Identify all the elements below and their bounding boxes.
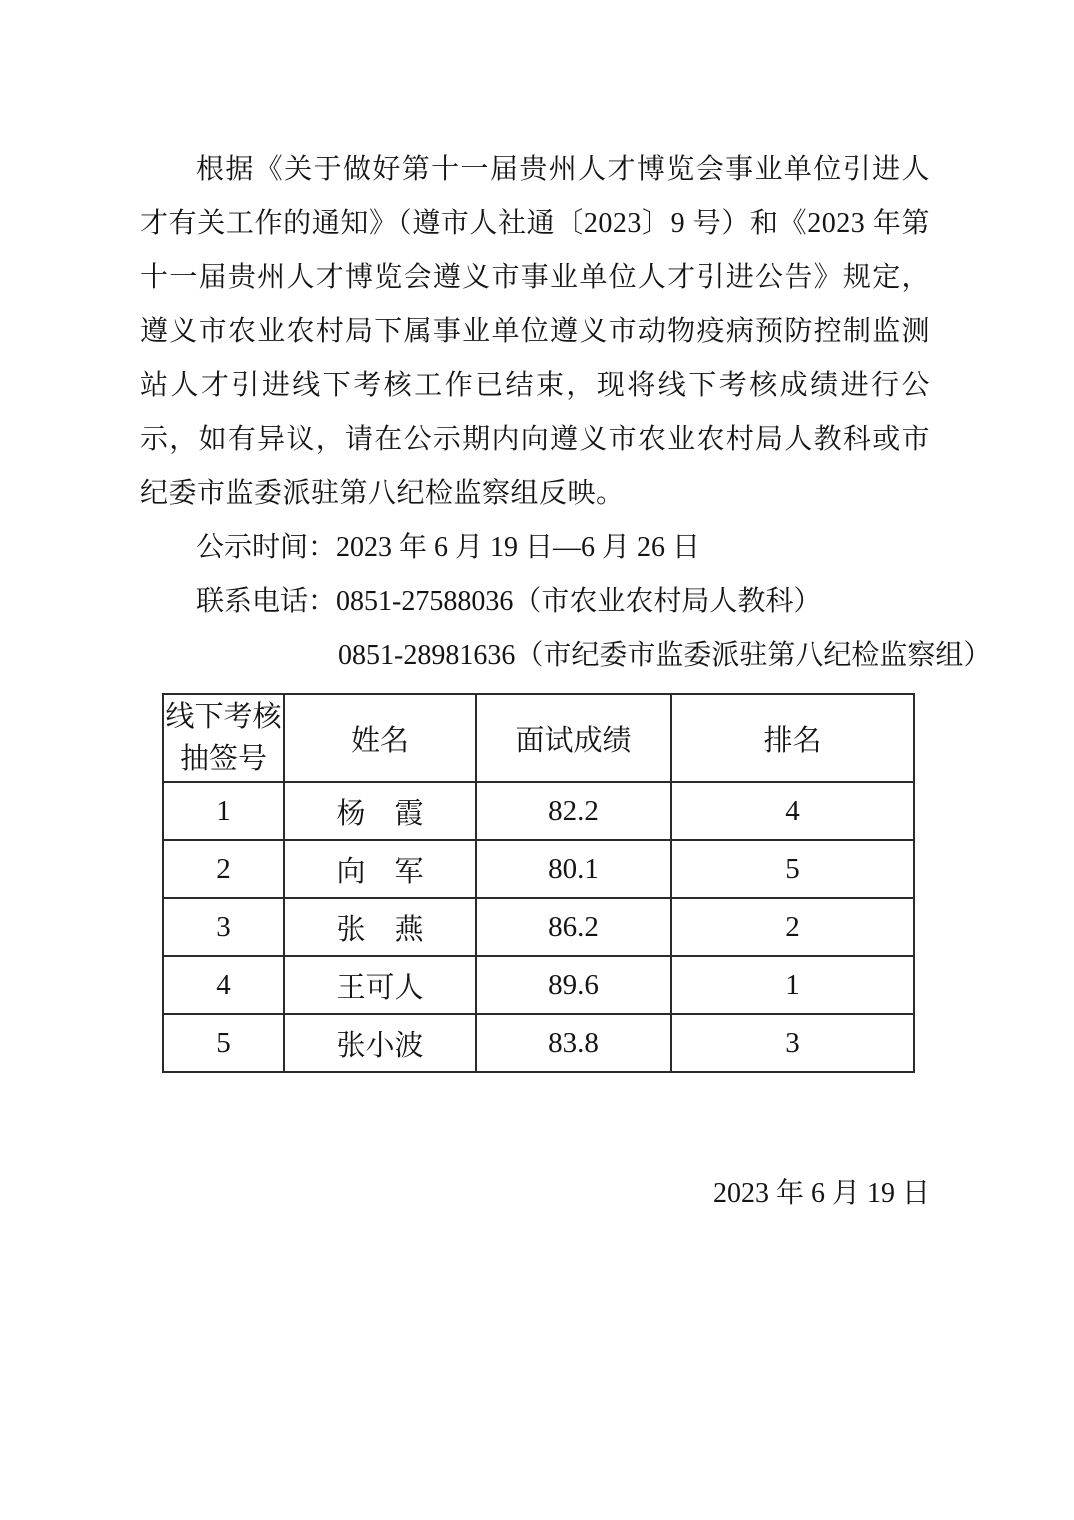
contact-phone-line-secondary xyxy=(140,629,992,683)
column-header-draw-number xyxy=(163,694,284,782)
cell-name: 张 燕 xyxy=(284,898,476,956)
notice-body-paragraph: 根据《关于做好第十一届贵州人才博览会事业单位引进人才有关工作的通知》（遵市人社通〔2023〕9 号）和《2023 年第十一届贵州人才博览会遵义市事业单位人才引进公告》规定，遵义市农业农村局下属事业单位遵义市动物疫病预防控制监测站人才引进线下考核工作已结束，现将线下考核成绩进行公示，如有异议，请在公示期内向遵义市农业农村局人教科或市纪委市监委派驻第八纪检监察组反映。 xyxy=(140,154,930,509)
score-table xyxy=(162,693,915,1073)
score-table-body xyxy=(163,782,914,1072)
contact-phone-label: 联系电话： xyxy=(196,586,337,617)
cell-draw-number: 2 xyxy=(163,840,284,898)
cell-rank: 4 xyxy=(671,782,914,840)
contact-phone-line xyxy=(140,575,930,629)
cell-name: 张小波 xyxy=(284,1014,476,1072)
column-header-rank: 排名 xyxy=(671,694,914,782)
cell-rank: 3 xyxy=(671,1014,914,1072)
table-row xyxy=(163,1014,914,1072)
publicity-time-line xyxy=(140,521,930,575)
cell-score: 82.2 xyxy=(476,782,671,840)
cell-rank: 2 xyxy=(671,898,914,956)
cell-rank: 1 xyxy=(671,956,914,1014)
table-row xyxy=(163,956,914,1014)
publicity-time-label: 公示时间： xyxy=(196,532,337,563)
cell-score: 86.2 xyxy=(476,898,671,956)
column-header-draw-number-line2: 抽签号 xyxy=(179,743,267,775)
column-header-interview-score: 面试成绩 xyxy=(476,694,671,782)
cell-draw-number: 1 xyxy=(163,782,284,840)
publicity-time-value: 2023 年 6 月 19 日—6 月 26 日 xyxy=(336,532,701,563)
cell-score: 83.8 xyxy=(476,1014,671,1072)
contact-phone-primary: 0851-27588036（市农业农村局人教科） xyxy=(336,586,822,617)
table-row xyxy=(163,840,914,898)
cell-draw-number: 4 xyxy=(163,956,284,1014)
cell-name: 杨 霞 xyxy=(284,782,476,840)
cell-name: 王可人 xyxy=(284,956,476,1014)
contact-phone-secondary: 0851-28981636（市纪委市监委派驻第八纪检监察组） xyxy=(338,640,992,671)
score-table-header xyxy=(163,694,914,782)
table-row xyxy=(163,898,914,956)
column-header-name: 姓名 xyxy=(284,694,476,782)
sign-date: 2023 年 6 月 19 日 xyxy=(712,1178,930,1209)
cell-score: 80.1 xyxy=(476,840,671,898)
cell-name: 向 军 xyxy=(284,840,476,898)
cell-draw-number: 3 xyxy=(163,898,284,956)
header-row xyxy=(163,694,914,782)
cell-rank: 5 xyxy=(671,840,914,898)
cell-draw-number: 5 xyxy=(163,1014,284,1072)
column-header-draw-number-line1: 线下考核 xyxy=(165,701,282,733)
cell-score: 89.6 xyxy=(476,956,671,1014)
table-row xyxy=(163,782,914,840)
